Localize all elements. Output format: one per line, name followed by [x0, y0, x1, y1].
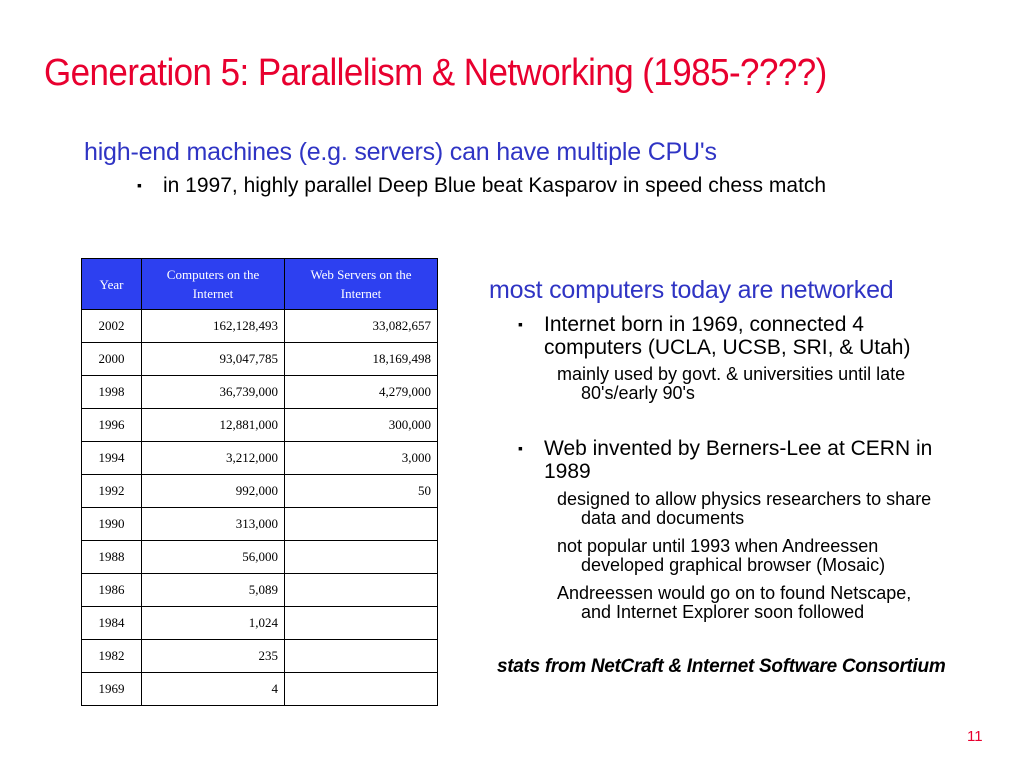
- web-servers-cell: [285, 541, 438, 574]
- table-row: [82, 343, 438, 376]
- internet-bullet-line1: Internet born in 1969, connected 4: [544, 313, 864, 336]
- table-body: [82, 310, 438, 706]
- table-row: [82, 541, 438, 574]
- top-bullet-text: in 1997, highly parallel Deep Blue beat Kasparov in speed chess match: [163, 174, 827, 197]
- sub-line: 80's/early 90's: [581, 383, 695, 403]
- web-servers-cell: 18,169,498: [285, 343, 438, 376]
- table-row: [82, 409, 438, 442]
- computers-cell: 3,212,000: [142, 442, 285, 475]
- header-year: Year: [82, 259, 142, 310]
- web-servers-cell: 50: [285, 475, 438, 508]
- web-servers-cell: 33,082,657: [285, 310, 438, 343]
- web-servers-cell: [285, 508, 438, 541]
- internet-bullet-line2: computers (UCLA, UCSB, SRI, & Utah): [544, 336, 911, 359]
- year-cell: 1988: [82, 541, 142, 574]
- sub-line: developed graphical browser (Mosaic): [581, 555, 886, 575]
- bullet-square-icon: ▪: [137, 177, 142, 193]
- web-servers-cell: [285, 574, 438, 607]
- computers-cell: 1,024: [142, 607, 285, 640]
- computers-cell: 56,000: [142, 541, 285, 574]
- top-bullet: [137, 174, 827, 197]
- table-row: [82, 640, 438, 673]
- computers-cell: 5,089: [142, 574, 285, 607]
- year-cell: 1996: [82, 409, 142, 442]
- web-servers-cell: [285, 673, 438, 706]
- web-sub1: [557, 490, 931, 528]
- computers-cell: 93,047,785: [142, 343, 285, 376]
- computers-cell: 4: [142, 673, 285, 706]
- year-cell: 2000: [82, 343, 142, 376]
- table-row: [82, 376, 438, 409]
- page-number: 11: [967, 728, 983, 745]
- computers-cell: 36,739,000: [142, 376, 285, 409]
- year-cell: 1994: [82, 442, 142, 475]
- bullet-square-icon: ▪: [518, 316, 523, 332]
- sub-line: Andreessen would go on to found Netscape,: [557, 583, 912, 603]
- year-cell: 1986: [82, 574, 142, 607]
- web-bullet-line1: Web invented by Berners-Lee at CERN in: [544, 437, 933, 460]
- table-row: [82, 607, 438, 640]
- slide-title: Generation 5: Parallelism & Networking (1985-????): [44, 52, 827, 94]
- web-servers-cell: [285, 640, 438, 673]
- year-cell: 1984: [82, 607, 142, 640]
- web-bullet: [518, 437, 933, 483]
- web-servers-cell: 300,000: [285, 409, 438, 442]
- computers-cell: 235: [142, 640, 285, 673]
- web-sub3: [557, 584, 911, 622]
- web-servers-cell: [285, 607, 438, 640]
- table-row: [82, 673, 438, 706]
- internet-bullet: [518, 313, 911, 359]
- year-cell: 1990: [82, 508, 142, 541]
- year-cell: 1998: [82, 376, 142, 409]
- table-row: [82, 442, 438, 475]
- sub-line: and Internet Explorer soon followed: [581, 602, 865, 622]
- web-servers-cell: 4,279,000: [285, 376, 438, 409]
- computers-cell: 992,000: [142, 475, 285, 508]
- computers-cell: 12,881,000: [142, 409, 285, 442]
- table-header-row: [82, 259, 438, 310]
- sub-line: designed to allow physics researchers to share: [557, 489, 932, 509]
- year-cell: 2002: [82, 310, 142, 343]
- sub-line: not popular until 1993 when Andreessen: [557, 536, 879, 556]
- computers-cell: 313,000: [142, 508, 285, 541]
- right-heading: most computers today are networked: [489, 276, 894, 304]
- sub-line: data and documents: [581, 508, 745, 528]
- bullet-square-icon: ▪: [518, 440, 523, 456]
- stats-credit: stats from NetCraft & Internet Software Consortium: [497, 656, 946, 677]
- table-row: [82, 508, 438, 541]
- sub-line: mainly used by govt. & universities until late: [557, 364, 906, 384]
- top-heading: high-end machines (e.g. servers) can have multiple CPU's: [84, 138, 717, 166]
- table-row: [82, 310, 438, 343]
- year-cell: 1982: [82, 640, 142, 673]
- computers-cell: 162,128,493: [142, 310, 285, 343]
- internet-sub1: [557, 365, 905, 403]
- header-web-servers: Web Servers on the Internet: [285, 259, 438, 310]
- internet-stats-table: [81, 258, 438, 706]
- table-row: [82, 475, 438, 508]
- year-cell: 1992: [82, 475, 142, 508]
- web-servers-cell: 3,000: [285, 442, 438, 475]
- header-computers: Computers on the Internet: [142, 259, 285, 310]
- table-row: [82, 574, 438, 607]
- web-sub2: [557, 537, 885, 575]
- year-cell: 1969: [82, 673, 142, 706]
- web-bullet-line2: 1989: [544, 460, 591, 483]
